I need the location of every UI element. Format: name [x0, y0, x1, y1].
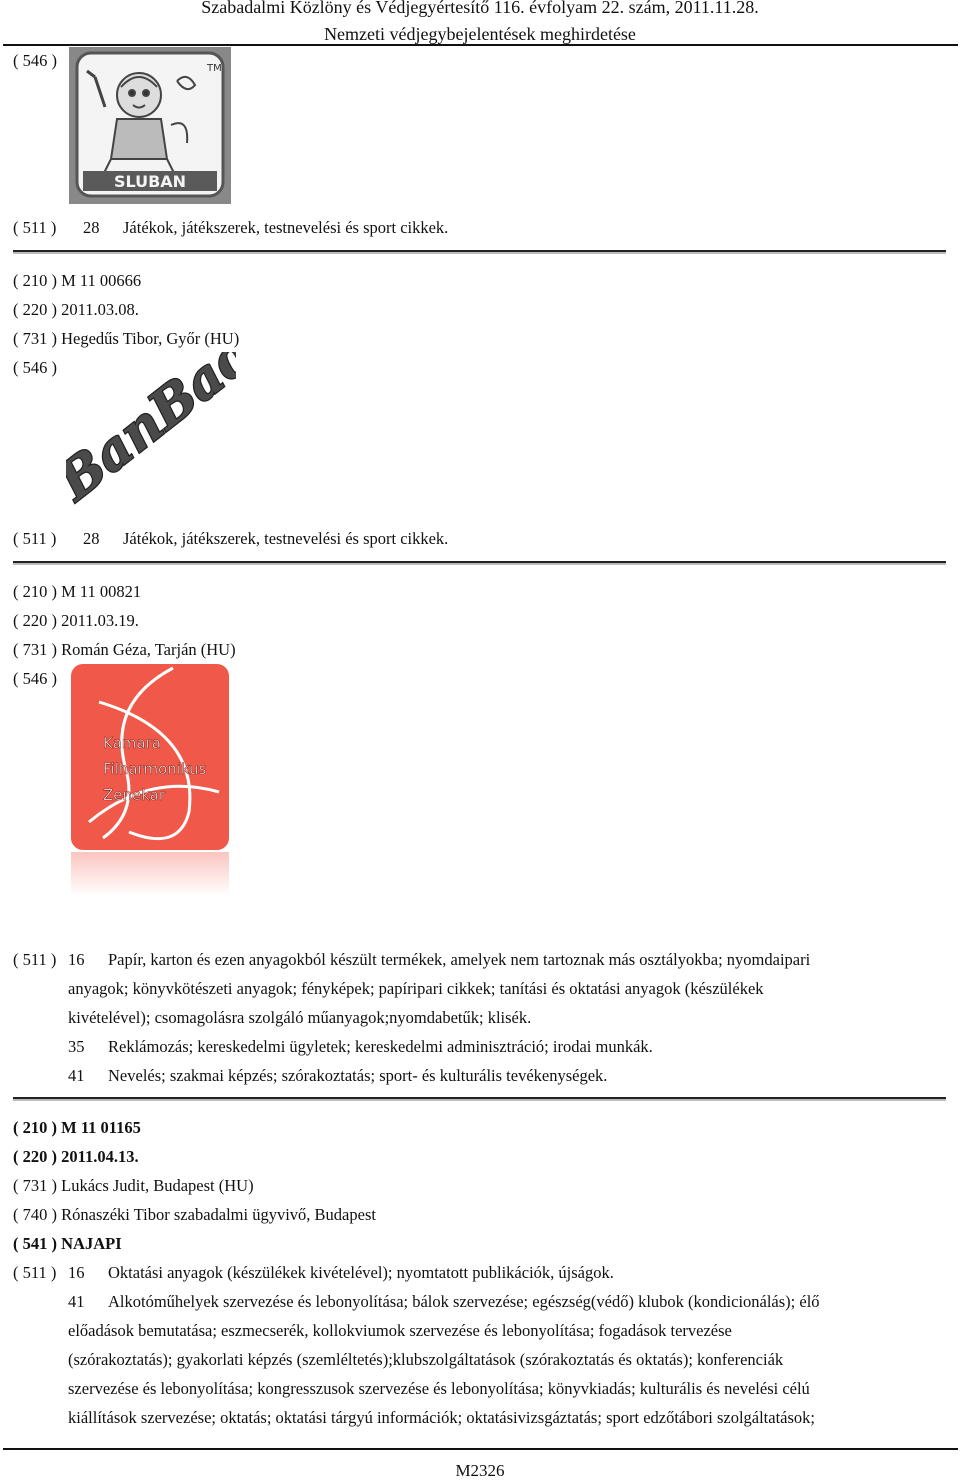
banbao-logo-text: BanBao [66, 352, 236, 513]
class-line [13, 529, 448, 549]
class-number: 35 [68, 1037, 85, 1056]
word-mark: ( 541 ) NAJAPI [13, 1234, 122, 1253]
class-description-cont: kivételével); csomagolásra szolgáló műanyagok;nyomdabetűk; klisék. [68, 1008, 532, 1027]
page-number: M2326 [455, 1461, 505, 1480]
class-description-cont: előadások bemutatása; eszmecserék, kollokviumok szervezése és lebonyolítása; fogadások tervezése [68, 1321, 732, 1340]
entry-separator [13, 250, 946, 252]
class-description: Alkotóműhelyek szervezése és lebonyolítása; bálok szervezése; egészség(védő) klubok (kondicionálás); élő [108, 1292, 820, 1311]
class-description: Játékok, játékszerek, testnevelési és sport cikkek. [123, 529, 449, 548]
mark-code: ( 546 ) [13, 51, 57, 70]
section-title: Nemzeti védjegybejelentések meghirdetése [324, 24, 636, 44]
journal-title: Szabadalmi Közlöny és Védjegyértesítő 116. évfolyam 22. szám, 2011.11.28. [201, 0, 759, 17]
class-description: Oktatási anyagok (készülékek kivételével); nyomtatott publikációk, újságok. [108, 1263, 614, 1282]
mark-code: ( 546 ) [13, 358, 57, 377]
class-description-cont: szervezése és lebonyolítása; kongresszusok szervezése és lebonyolítása; könyvkiadás; kulturális és nevelési célú [68, 1379, 810, 1398]
class-line [68, 1066, 607, 1086]
class-number: 28 [83, 529, 100, 548]
class-number: 41 [68, 1292, 85, 1311]
logo-line-3: Zenekar [103, 786, 166, 804]
header-rule [3, 44, 958, 46]
entry-separator [13, 561, 946, 563]
filing-date: ( 220 ) 2011.03.19. [13, 611, 139, 630]
classes-code: ( 511 ) [13, 1263, 57, 1282]
entry-separator [13, 1097, 946, 1099]
class-line [13, 950, 810, 970]
logo-line-2: Filharmonikus [103, 760, 207, 778]
classes-code: ( 511 ) [13, 950, 57, 969]
class-line [68, 1037, 653, 1057]
class-description: Játékok, játékszerek, testnevelési és sport cikkek. [123, 218, 449, 237]
owner: ( 731 ) Hegedűs Tibor, Győr (HU) [13, 329, 240, 348]
sluban-logo-image [69, 47, 231, 204]
logo-tm: TM [207, 63, 222, 74]
class-line [13, 1263, 614, 1283]
classes-code: ( 511 ) [13, 529, 57, 548]
filing-date: ( 220 ) 2011.04.13. [13, 1147, 139, 1166]
class-number: 16 [68, 1263, 85, 1282]
class-description-cont: (szórakoztatás); gyakorlati képzés (szemléltetés);klubszolgáltatások (szórakoztatás és oktatás); konferenciák [68, 1350, 784, 1369]
class-number: 41 [68, 1066, 85, 1085]
class-description-cont: kiállítások szervezése; oktatás; oktatási tárgyú információk; oktatásivizsgáztatás; sport edzőtábori szolgáltatások; [68, 1408, 816, 1427]
filing-date: ( 220 ) 2011.03.08. [13, 300, 139, 319]
agent: ( 740 ) Rónaszéki Tibor szabadalmi ügyvivő, Budapest [13, 1205, 376, 1224]
sluban-logo-text: SLUBAN [113, 172, 187, 191]
class-number: 16 [68, 950, 85, 969]
application-number: ( 210 ) M 11 00666 [13, 271, 142, 290]
owner: ( 731 ) Román Géza, Tarján (HU) [13, 640, 236, 659]
kamara-logo-image [69, 662, 233, 898]
class-line [13, 218, 448, 238]
class-number: 28 [83, 218, 100, 237]
classes-code: ( 511 ) [13, 218, 57, 237]
application-number: ( 210 ) M 11 01165 [13, 1118, 141, 1137]
application-number: ( 210 ) M 11 00821 [13, 582, 142, 601]
footer-rule [3, 1448, 958, 1450]
class-description: Reklámozás; kereskedelmi ügyletek; kereskedelmi adminisztráció; irodai munkák. [108, 1037, 653, 1056]
mark-code: ( 546 ) [13, 669, 57, 688]
class-description-cont: anyagok; könyvkötészeti anyagok; fényképek; papíripari cikkek; tanítási és oktatási anyagok (készülékek [68, 979, 764, 998]
banbao-logo-image [66, 352, 236, 517]
class-line [68, 1292, 820, 1312]
owner: ( 731 ) Lukács Judit, Budapest (HU) [13, 1176, 254, 1195]
class-description: Papír, karton és ezen anyagokból készült termékek, amelyek nem tartoznak más osztályokba; nyomdaipari [108, 950, 811, 969]
class-description: Nevelés; szakmai képzés; szórakoztatás; sport- és kulturális tevékenységek. [108, 1066, 608, 1085]
logo-line-1: Kamara [103, 734, 161, 752]
